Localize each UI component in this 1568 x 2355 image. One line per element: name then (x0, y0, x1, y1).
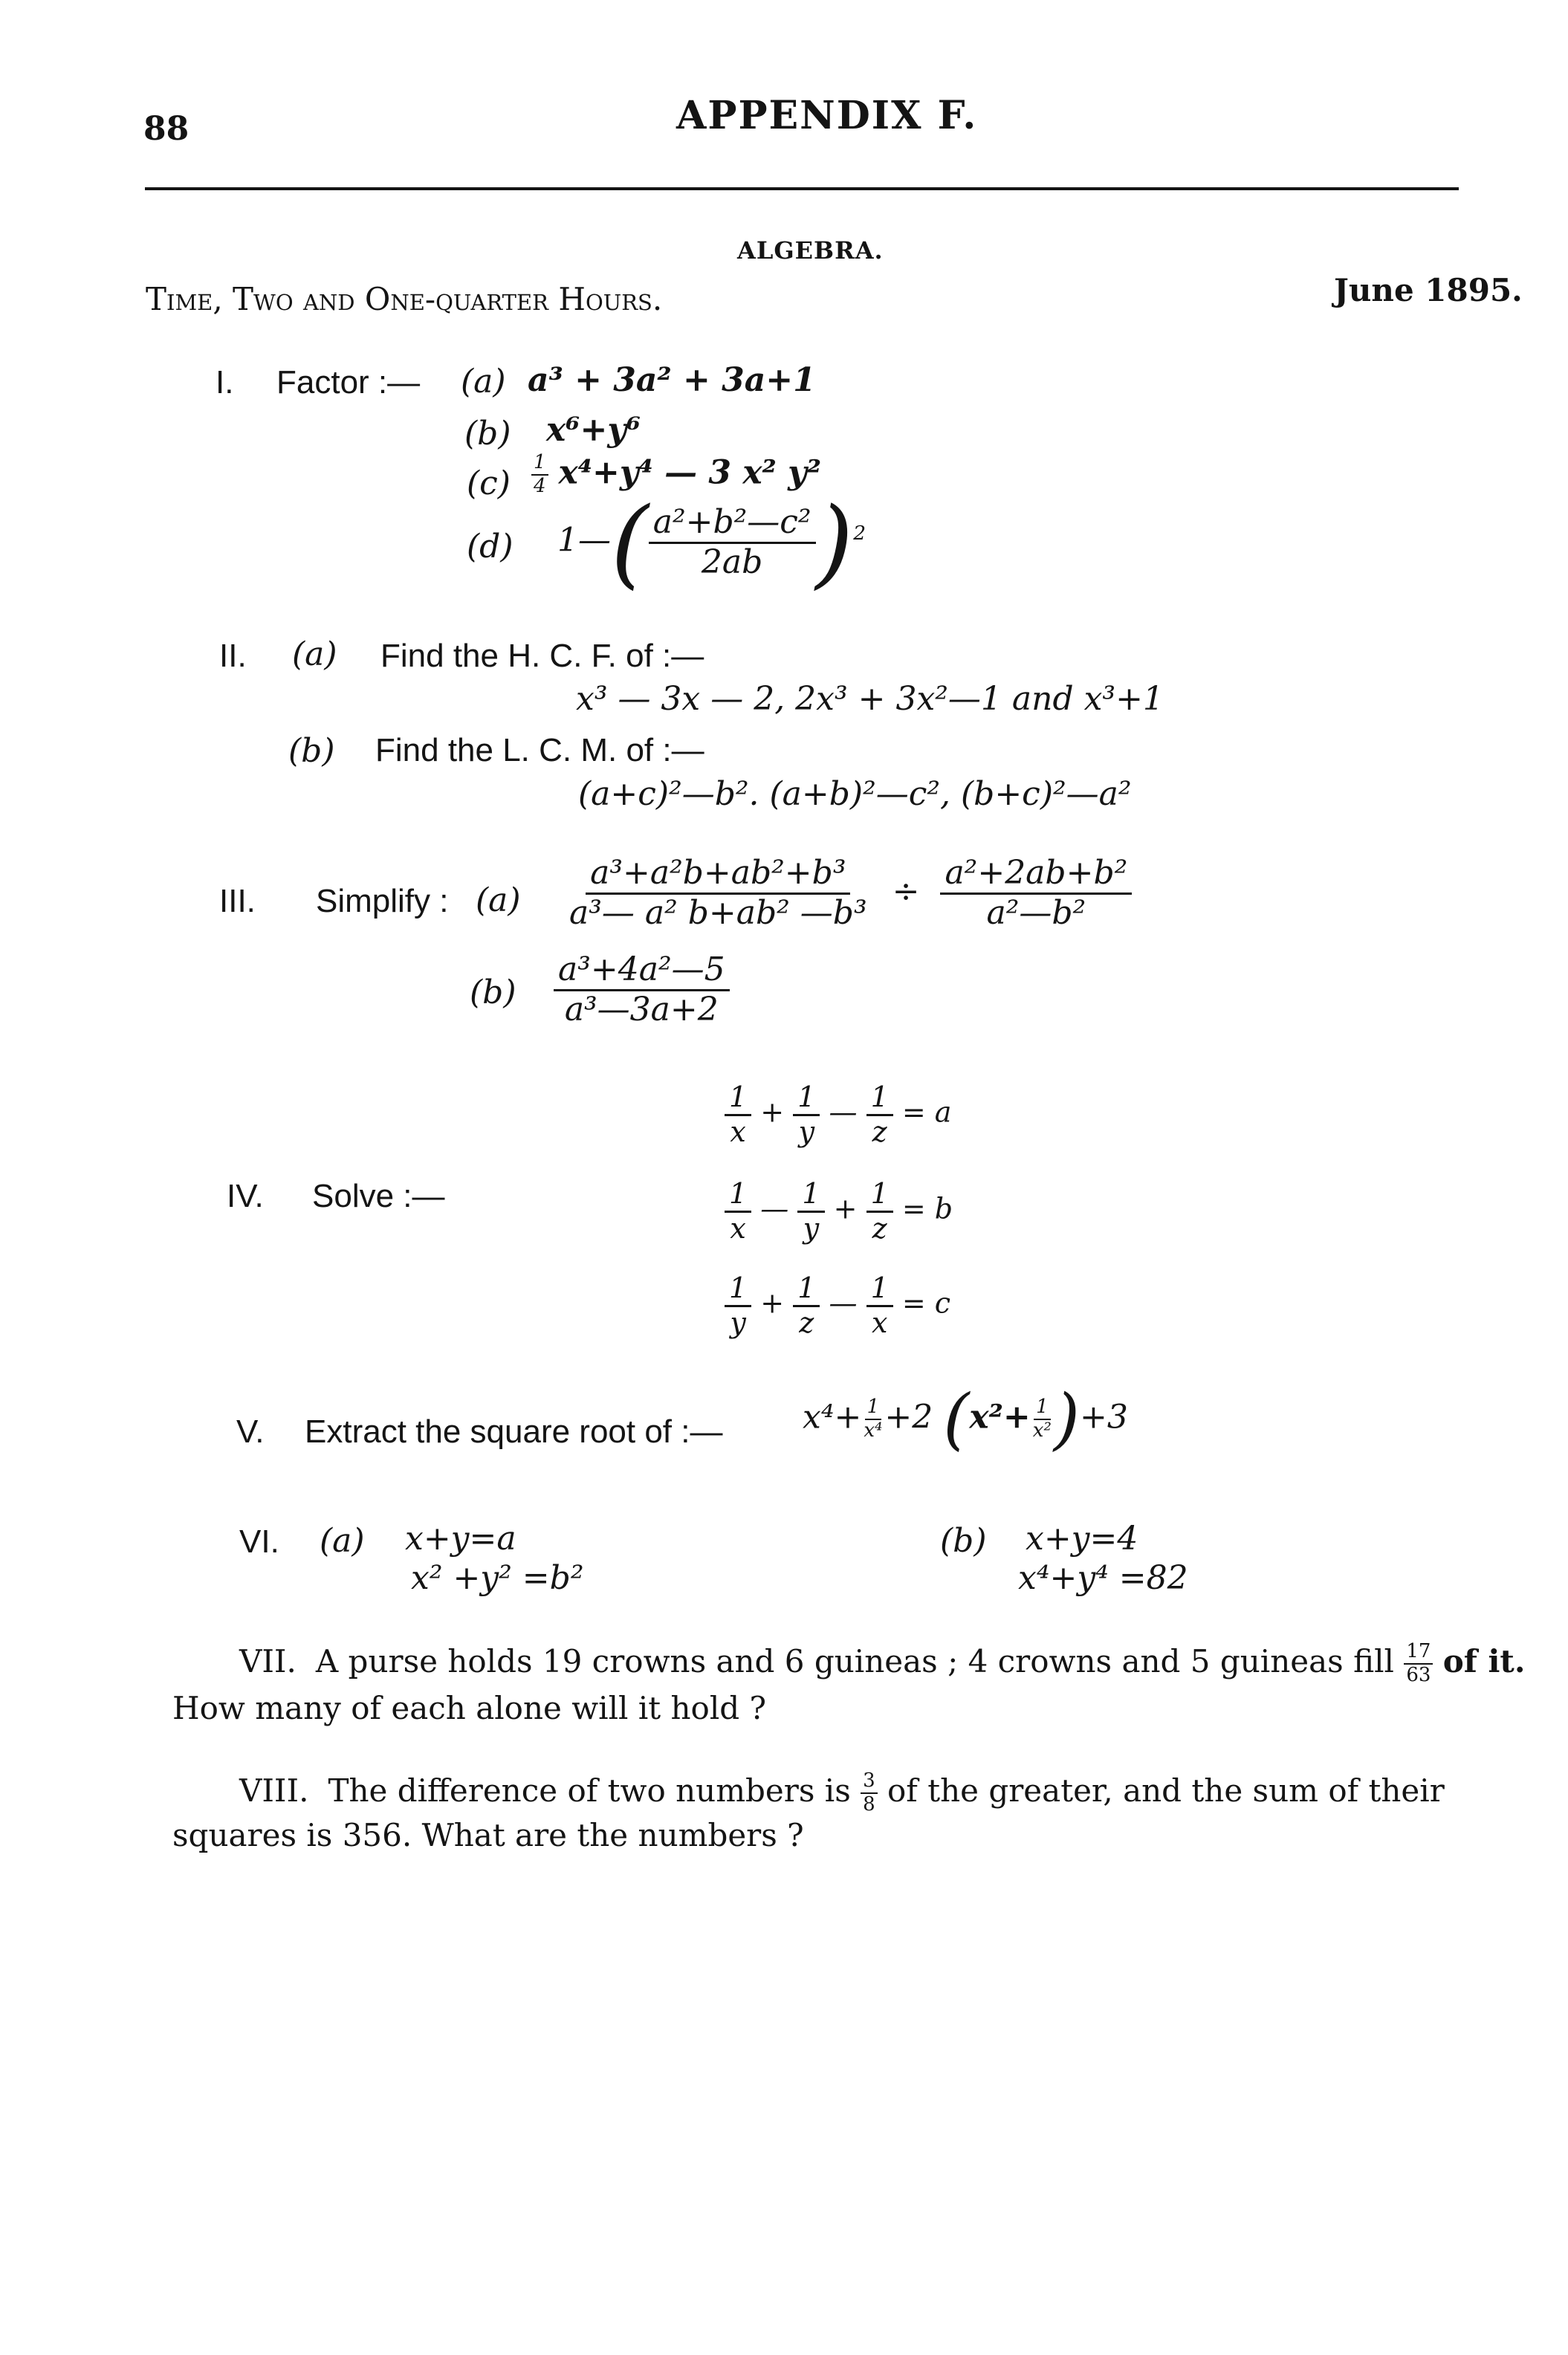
q4-equation-3: $\frac{1}{y}$ + $\frac{1}{z}$ — $\frac{1}{x}$ = c (725, 1272, 950, 1339)
q1-d-expr: 1—( $\frac{\text{a²+b²—c²}}{2ab}$ )$^2$ (557, 486, 866, 599)
q4-equation-1: $\frac{1}{x}$ + $\frac{1}{y}$ — $\frac{1}{z}$ = a (725, 1081, 951, 1148)
q7-text: A purse holds 19 crowns and 6 guineas ; 4 crowns and 5 guineas fill (315, 1642, 1394, 1679)
q2-a-label: (a) (292, 635, 337, 673)
page-title: APPENDIX F. (676, 93, 978, 138)
q2-a-expr: x³ — 3x — 2, 2x³ + 3x²—1 and x³+1 (576, 680, 1164, 718)
q3-b-expr (554, 951, 730, 1029)
q3-a-label: (a) (476, 881, 521, 919)
time-allowed: Time, Two and One-quarter Hours. (146, 281, 663, 317)
q1-c-fraction: $\frac{1}{4}$ (531, 452, 548, 498)
q4-equation-2: $\frac{1}{x}$ — $\frac{1}{y}$ + $\frac{1}{z}$ = b (725, 1178, 953, 1245)
q2-b-expr: (a+c)²—b². (a+b)²—c², (b+c)²—a² (578, 775, 1132, 813)
subject-heading: ALGEBRA. (737, 236, 884, 265)
q6-a-label: (a) (320, 1522, 365, 1560)
q3-label: Simplify : (316, 883, 449, 919)
q1-number: I. (216, 364, 234, 401)
q3-b-fraction: $\frac{\text{a³+4a²—5}}{\text{a³—3a+2}}$ (554, 951, 730, 1029)
q1-label: Factor :— (276, 364, 421, 401)
q2-a-text: Find the H. C. F. of :— (380, 638, 704, 674)
q6-b-label: (b) (940, 1522, 987, 1560)
q5-a-expr: x⁴+ $\frac{1}{\text{x⁴}}$ +2 (x²+ $\frac{1}{\text{x²}}$ )+3 (803, 1380, 1128, 1458)
q7-line-1: VII. A purse holds 19 crowns and 6 guineas ; 4 crowns and 5 guineas fill $\frac{17}{63}$ of it. (239, 1640, 1526, 1686)
q7-number: VII. (239, 1642, 297, 1679)
q5-number: V. (236, 1413, 265, 1450)
q8-fraction: $\frac{3}{8}$ (861, 1770, 878, 1816)
q4-number: IV. (227, 1178, 264, 1214)
page-number: 88 (143, 110, 189, 148)
q1-a-label: (a) (461, 363, 506, 401)
q1-c-expr: $\frac{1}{4}$ x⁴+y⁴ — 3 x² y² (531, 452, 821, 498)
q6-a-eq-2: x² +y² =b² (411, 1559, 584, 1597)
q3-b-label: (b) (470, 974, 516, 1011)
q1-d-label: (d) (467, 528, 514, 566)
q8-line-2: squares is 356. What are the numbers ? (172, 1817, 804, 1853)
exam-date: June 1895. (1334, 272, 1523, 308)
q7-fraction: $\frac{17}{63}$ (1404, 1641, 1433, 1687)
q2-number: II. (219, 638, 247, 674)
q8-number: VIII. (239, 1772, 309, 1809)
q1-b-label: (b) (464, 415, 511, 453)
q8-line-1: VIII. The difference of two numbers is $\frac{3}{8}$ of the greater, and the sum of their (239, 1769, 1445, 1815)
q7-line-2: How many of each alone will it hold ? (172, 1690, 767, 1726)
q1-c-label: (c) (467, 464, 511, 502)
header-rule (145, 187, 1459, 190)
q2-b-label: (b) (288, 732, 335, 770)
q3-number: III. (219, 883, 256, 919)
q4-label: Solve :— (312, 1178, 445, 1214)
q6-b-eq-2: x⁴+y⁴ =82 (1018, 1559, 1188, 1597)
q1-a-expr: a³ + 3a² + 3a+1 (528, 361, 816, 399)
q5-text: Extract the square root of :— (305, 1413, 723, 1450)
q6-b-eq-1: x+y=4 (1026, 1520, 1138, 1558)
q6-number: VI. (239, 1523, 279, 1560)
q3-a-fraction-2: $\frac{\text{a²+2ab+b²}}{\text{a²—b²}}$ (940, 855, 1132, 932)
q6-a-eq-1: x+y=a (405, 1520, 516, 1558)
q3-a-expr: $\frac{\text{a³+a²b+ab²+b³}}{\text{a³— a² b+ab² —b³}}$ ÷ $\frac{\text{a²+2ab+b²}}{\text{a²—b²}}$ (565, 855, 1132, 932)
q1-d-fraction: $\frac{\text{a²+b²—c²}}{2ab}$ (649, 504, 816, 581)
q3-a-fraction-1: $\frac{\text{a³+a²b+ab²+b³}}{\text{a³— a² b+ab² —b³}}$ (569, 854, 867, 932)
q2-b-text: Find the L. C. M. of :— (375, 732, 704, 768)
q1-b-expr: x⁶+y⁶ (546, 411, 641, 449)
